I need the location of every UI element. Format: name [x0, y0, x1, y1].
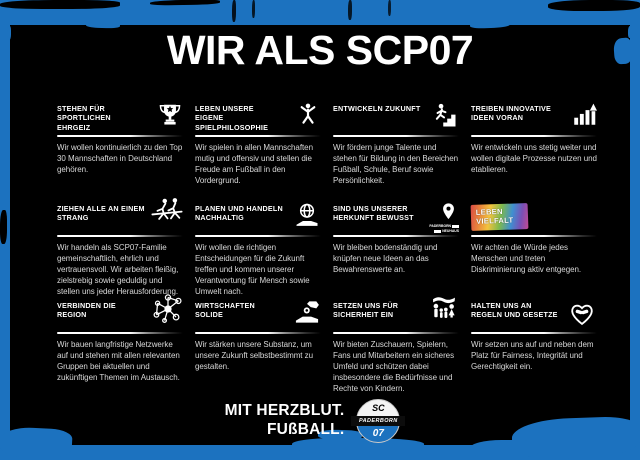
card-heading: TREIBEN INNOVATIVE IDEEN VORAN [471, 104, 552, 123]
card-heading: LEBEN UNSERE EIGENE SPIELPHILOSOPHIE [195, 104, 269, 132]
value-card-einem-strang [57, 204, 183, 301]
sign-label: PADERBORN [429, 224, 451, 228]
card-text: Wir stärken unsere Substanz, um unsere Zukunft selbstbestimmt zu gestalten. [195, 340, 314, 372]
divider [333, 235, 459, 237]
divider [471, 135, 597, 137]
divider [195, 135, 321, 137]
divider [57, 135, 183, 137]
tagline-line2: FUßBALL. [266, 421, 345, 438]
card-heading: STEHEN FÜR SPORTLICHEN EHRGEIZ [57, 104, 111, 132]
globe-hand-icon [293, 202, 321, 230]
grunge-patch [548, 0, 640, 11]
trophy-icon [157, 102, 183, 128]
card-heading: VERBINDEN DIE REGION [57, 301, 116, 320]
footer [0, 398, 634, 444]
family-protection-icon [429, 294, 459, 324]
card-text: Wir achten die Würde jedes Menschen und treten Diskriminierung aktiv entgegen. [471, 243, 582, 275]
value-card-herkunft [333, 204, 459, 301]
divider [471, 332, 597, 334]
badge-line2: VIELFALT [475, 215, 514, 226]
card-text: Wir setzen uns auf und neben dem Platz für Fairness, Integrität und Gerechtigkeit ein. [471, 340, 594, 372]
divider [471, 235, 597, 237]
card-heading: SIND UNS UNSERER HERKUNFT BEWUSST [333, 204, 414, 223]
grunge-patch [0, 0, 120, 9]
hand-coin-icon [293, 299, 321, 327]
heart-handshake-icon [567, 299, 597, 327]
value-card-sportlicher-ehrgeiz [57, 104, 183, 204]
value-card-sicherheit [333, 301, 459, 394]
club-tagline [225, 402, 345, 440]
career-stairs-icon [431, 102, 459, 130]
card-heading: WIRTSCHAFTEN SOLIDE [195, 301, 255, 320]
card-text: Wir wollen die richtigen Entscheidungen für die Zukunft treffen und kommen unserer Verantwortung für Mensch sowie Umwelt nach. [195, 243, 310, 297]
jumping-person-icon [295, 102, 321, 128]
network-icon [153, 294, 183, 324]
card-text: Wir fördern junge Talente und stehen für Bildung in den Bereichen Fußball, Schule, Beruf sowie Persönlichkeit. [333, 143, 459, 186]
city-signs [429, 224, 459, 234]
value-card-spielphilosophie [195, 104, 321, 204]
growth-chart-icon [571, 102, 597, 128]
grunge-patch [232, 0, 236, 22]
card-text: Wir spielen in allen Mannschaften mutig und offensiv und stellen die Freude am Fußball in den Vordergrund. [195, 143, 313, 186]
divider [333, 135, 459, 137]
crest-banner: PADERBORN [351, 416, 405, 426]
grunge-patch [388, 0, 391, 16]
divider [195, 332, 321, 334]
card-text: Wir bieten Zuschauern, Spielern, Fans und Mitarbeitern ein sicheres Umfeld und schützen dabei insbesondere die Bedürfnisse und Rechte von Kindern. [333, 340, 455, 394]
card-heading: ZIEHEN ALLE AN EINEM STRANG [57, 204, 145, 223]
divider [57, 332, 183, 334]
divider [195, 235, 321, 237]
grunge-patch [252, 0, 255, 18]
value-card-solide [195, 301, 321, 394]
card-text: Wir wollen kontinuierlich zu den Top 30 Mannschaften in Deutschland gehören. [57, 143, 183, 175]
value-card-region [57, 301, 183, 394]
sign-bar [452, 225, 459, 228]
page-title: WIR ALS SCP07 [166, 27, 474, 73]
grunge-patch [348, 0, 352, 20]
value-card-vielfalt [471, 204, 597, 301]
value-card-regeln [471, 301, 597, 394]
grunge-patch [0, 210, 7, 244]
badge-line1: LEBEN [475, 207, 503, 218]
scp07-crest [353, 398, 403, 444]
sign-bar [434, 230, 441, 233]
divider [333, 332, 459, 334]
crest-07-label: 07 [372, 428, 384, 439]
card-heading: HALTEN UNS AN REGELN UND GESETZE [471, 301, 558, 320]
crest-sc-label: SC [372, 403, 385, 413]
values-grid [57, 104, 597, 394]
card-heading: SETZEN UNS FÜR SICHERHEIT EIN [333, 301, 399, 320]
tug-of-war-icon [151, 197, 183, 224]
leben-vielfalt-badge [471, 203, 529, 231]
card-text: Wir entwickeln uns stetig weiter und wollen digitale Prozesse nutzen und etablieren. [471, 143, 597, 175]
location-pin-icon [429, 202, 459, 234]
tagline-line1: MIT HERZBLUT. [224, 402, 345, 420]
value-card-innovative-ideen [471, 104, 597, 204]
sign-label: NEUHAUS [442, 229, 459, 234]
card-text: Wir handeln als SCP07-Familie gemeinschaftlich, ehrlich und vertrauensvoll. Wir arbeiten fleißig, zielstrebig sowie geduldig und stellen uns jeder Herausforderung. [57, 243, 179, 297]
card-heading: PLANEN UND HANDELN NACHHALTIG [195, 204, 283, 223]
card-text: Wir bleiben bodenständig und knüpfen neue Ideen an das Bewahrenswerte an. [333, 243, 438, 275]
divider [57, 235, 183, 237]
card-text: Wir bauen langfristige Netzwerke auf und stehen mit allen relevanten Gruppen bei aktuellen und zukünftigen Themen im Austausch. [57, 340, 180, 383]
card-heading: ENTWICKELN ZUKUNFT [333, 104, 421, 113]
value-card-zukunft [333, 104, 459, 204]
grunge-patch [150, 0, 220, 6]
value-card-nachhaltig [195, 204, 321, 301]
